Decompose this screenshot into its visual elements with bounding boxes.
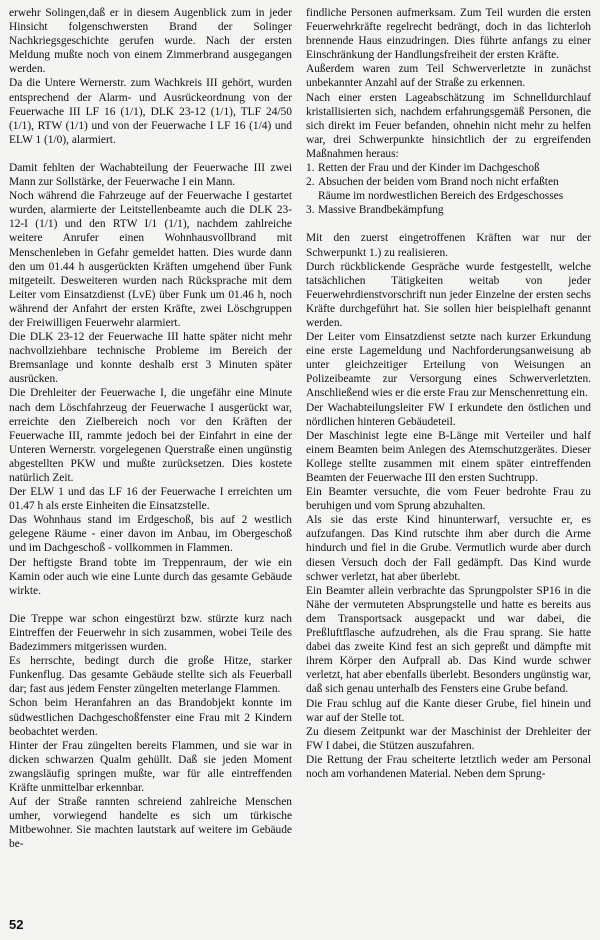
paragraph: Die DLK 23-12 der Feuerwache III hatte später nicht mehr nachvollziehbare technische Probleme im Bereich der Bremsanlage und konnte deshalb erst 3 Minuten später ausrücken. xyxy=(9,331,292,386)
right-text-column xyxy=(306,6,591,781)
paragraph: Der Leiter vom Einsatzdienst setzte nach kurzer Erkundung eine erste Lagemeldung und Nachforderungsanweisung ab unter gleichzeitiger Erteilung von Weisungen an Polizeibeamte zur Versorgung eines Schwerverletzten. Anschließend wies er die erste Frau zur Menschenrettung ein. xyxy=(306,331,591,400)
paragraph: erwehr Solingen,daß er in diesem Augenblick zum in jeder Hinsicht folgenschwersten Brand der Solinger Nachkriegsgeschichte gerufen wurde. Nach der ersten Meldung mußte noch von einem Zimmerbrand ausgegangen werden. xyxy=(9,7,292,76)
list-item xyxy=(306,203,591,217)
list-item xyxy=(306,175,591,203)
paragraph: Der heftigste Brand tobte im Treppenraum, der wie ein Kamin oder auch wie eine Lunte durch das gesamte Gebäude wirkte. xyxy=(9,556,292,597)
paragraph: Ein Beamter allein verbrachte das Sprungpolster SP16 in die Nähe der vermuteten Absprungstelle und hatte es bereits aus dem Transportsack ausgepackt und war dabei, die Preßluftflasche aufzudrehen, als die Frau sprang. Sie hatte dabei das zweite Kind fest an sich gepreßt und dämpfte mit ihrem Körper den Aufprall ab. Das Kind wurde schwer verletzt, hat aber ebenfalls überlebt. Besonders ungünstig war, daß sich genau unterhalb des Fensters eine Grube befand. xyxy=(306,584,591,696)
list-number: 1. xyxy=(306,162,315,175)
list-text: Absuchen der beiden vom Brand noch nicht erfaßten Räume im nordwestlichen Bereich des Erdgeschosses xyxy=(318,176,564,203)
paragraph: Mit den zuerst eingetroffenen Kräften war nur der Schwerpunkt 1.) zu realisieren. xyxy=(306,232,591,259)
paragraph: Der Maschinist legte eine B-Länge mit Verteiler und half einem Beamten beim Anlegen des Atemschutzgerätes. Dieser Kollege stellte zusammen mit einem später eintreffenden Beamten der Feuerwache III den ersten Suchtrupp. xyxy=(306,429,591,484)
paragraph: Das Wohnhaus stand im Erdgeschoß, bis auf 2 westlich gelegene Räume - einer davon im Anbau, im Obergeschoß und im Dachgeschoß - vollkommen in Flammen. xyxy=(9,514,292,555)
paragraph: Die Rettung der Frau scheiterte letztlich weder am Personal noch am vorhandenen Material. Neben dem Sprung- xyxy=(306,753,591,780)
list-item xyxy=(306,161,591,175)
measures-list xyxy=(306,161,591,217)
paragraph: Als sie das erste Kind hinunterwarf, versuchte er, es aufzufangen. Das Kind rutschte ihm aber durch die Arme hindurch und fiel in die Grube. Vermutlich wurde aber durch diesen Versuch doch der Fall gedämpft. Das Kind wurde schwer verletzt, hat aber überlebt. xyxy=(306,514,591,583)
paragraph: Schon beim Heranfahren an das Brandobjekt konnte im südwestlichen Dachgeschoßfenster eine Frau mit 2 Kindern beobachtet werden. xyxy=(9,697,292,738)
paragraph: Hinter der Frau züngelten bereits Flammen, und sie war in dicken schwarzen Qualm gehüllt. Daß sie jeden Moment zwangsläufig springen mußte, war für alle eintreffenden Kräfte unmittelbar erkennbar. xyxy=(9,739,292,794)
paragraph: findliche Personen aufmerksam. Zum Teil wurden die ersten Feuerwehrkräfte regelrecht bedrängt, doch in das lichterloh brennende Haus einzudringen. Dies führte anfangs zu einer Einschränkung der Handlungsfreiheit der ersten Kräfte. xyxy=(306,7,591,62)
list-text: Massive Brandbekämpfung xyxy=(318,204,444,217)
page-number: 52 xyxy=(9,917,24,932)
paragraph: Durch rückblickende Gespräche wurde festgestellt, welche tatsächlichen Tätigkeiten weitab von jeder Feuerwehrdienstvorschrift nun jeder Einzelne der ersten sechs Kräfte durchgeführt hat. Sie sollen hier beispielhaft genannt werden. xyxy=(306,260,591,329)
paragraph: Ein Beamter versuchte, die vom Feuer bedrohte Frau zu beruhigen und vom Sprung abzuhalten. xyxy=(306,486,591,513)
paragraph: Die Frau schlug auf die Kante dieser Grube, fiel hinein und war auf der Stelle tot. xyxy=(306,697,591,724)
paragraph: Zu diesem Zeitpunkt war der Maschinist der Drehleiter der FW I dabei, die Stützen auszufahren. xyxy=(306,725,591,752)
paragraph: Nach einer ersten Lageabschätzung im Schnelldurchlauf kristallisierten sich, nachdem erfahrungsgemäß Personen, die sich direkt im Feuer befanden, ohnehin nicht mehr zu helfen war, drei Schwerpunkte hinsichtlich der zu ergreifenden Maßnahmen heraus: xyxy=(306,91,591,160)
list-number: 2. xyxy=(306,176,315,189)
paragraph: Der ELW 1 und das LF 16 der Feuerwache I erreichten um 01.47 h als erste Einheiten die Einsatzstelle. xyxy=(9,486,292,513)
paragraph: Der Wachabteilungsleiter FW I erkundete den östlichen und nördlichen hinteren Gebäudeteil. xyxy=(306,401,591,428)
list-text: Retten der Frau und der Kinder im Dachgeschoß xyxy=(318,162,540,175)
paragraph: Da die Untere Wernerstr. zum Wachkreis III gehört, wurden entsprechend der Alarm- und Ausrückeordnung von der Feuerwache III LF 16 (1/1), DLK 23-12 (1/1), TLF 24/50 (1/1), RTW (1/1) und von der Feuerwache I LF 16 (1/4) und ELW 1 (1/0), alarmiert. xyxy=(9,77,292,146)
left-text-column xyxy=(9,6,292,851)
paragraph: Die Treppe war schon eingestürzt bzw. stürzte kurz nach Eintreffen der Feuerwehr in sich zusammen, wobei Teile des Badezimmers mitgerissen wurden. xyxy=(9,612,292,654)
paragraph: Es herrschte, bedingt durch die große Hitze, starker Funkenflug. Das gesamte Gebäude stellte sich als Feuerball dar; fast aus jedem Fenster züngelten meterlange Flammen. xyxy=(9,655,292,696)
paragraph: Noch während die Fahrzeuge auf der Feuerwache I gestartet wurden, alarmierte der Leitstellenbeamte auch die DLK 23-12-I (1/1) und den RTW I/1 (1/1), nachdem zahlreiche weitere Anrufer einen Wohnhausvollbrand mit Menschenleben in Gefahr gemeldet hatten. Dies wurde dann den um 01.44 h ausgerückten Kräften umgehend über Funk mitgeteilt. Desweiteren wurden nach Rücksprache mit dem Leiter vom Einsatzdienst (LvE) über Funk um 01.46 h, noch während der Anfahrt der ersten Kräfte, zwei Löschgruppen der Freiwilligen Feuerwehr alarmiert. xyxy=(9,190,292,329)
paragraph: Außerdem waren zum Teil Schwerverletzte in zunächst unbekannter Anzahl auf der Straße zu erkennen. xyxy=(306,63,591,90)
paragraph: Damit fehlten der Wachabteilung der Feuerwache III zwei Mann zur Sollstärke, der Feuerwache I ein Mann. xyxy=(9,161,292,189)
paragraph: Die Drehleiter der Feuerwache I, die ungefähr eine Minute nach dem Löschfahrzeug der Feuerwache I ausgerückt war, erreichte den Zielbereich noch vor den Kräften der Feuerwache III, rammte jedoch bei der Einfahrt in eine der Unteren Wernerstr. vorgelegenen Querstraße einen ungünstig abgestellten PKW und mußte zurücksetzen. Dies kostete natürlich Zeit. xyxy=(9,387,292,484)
list-number: 3. xyxy=(306,204,315,217)
paragraph: Auf der Straße rannten schreiend zahlreiche Menschen umher, vorwiegend handelte es sich um türkische Mitbewohner. Sie machten lautstark auf weitere im Gebäude be- xyxy=(9,796,292,851)
